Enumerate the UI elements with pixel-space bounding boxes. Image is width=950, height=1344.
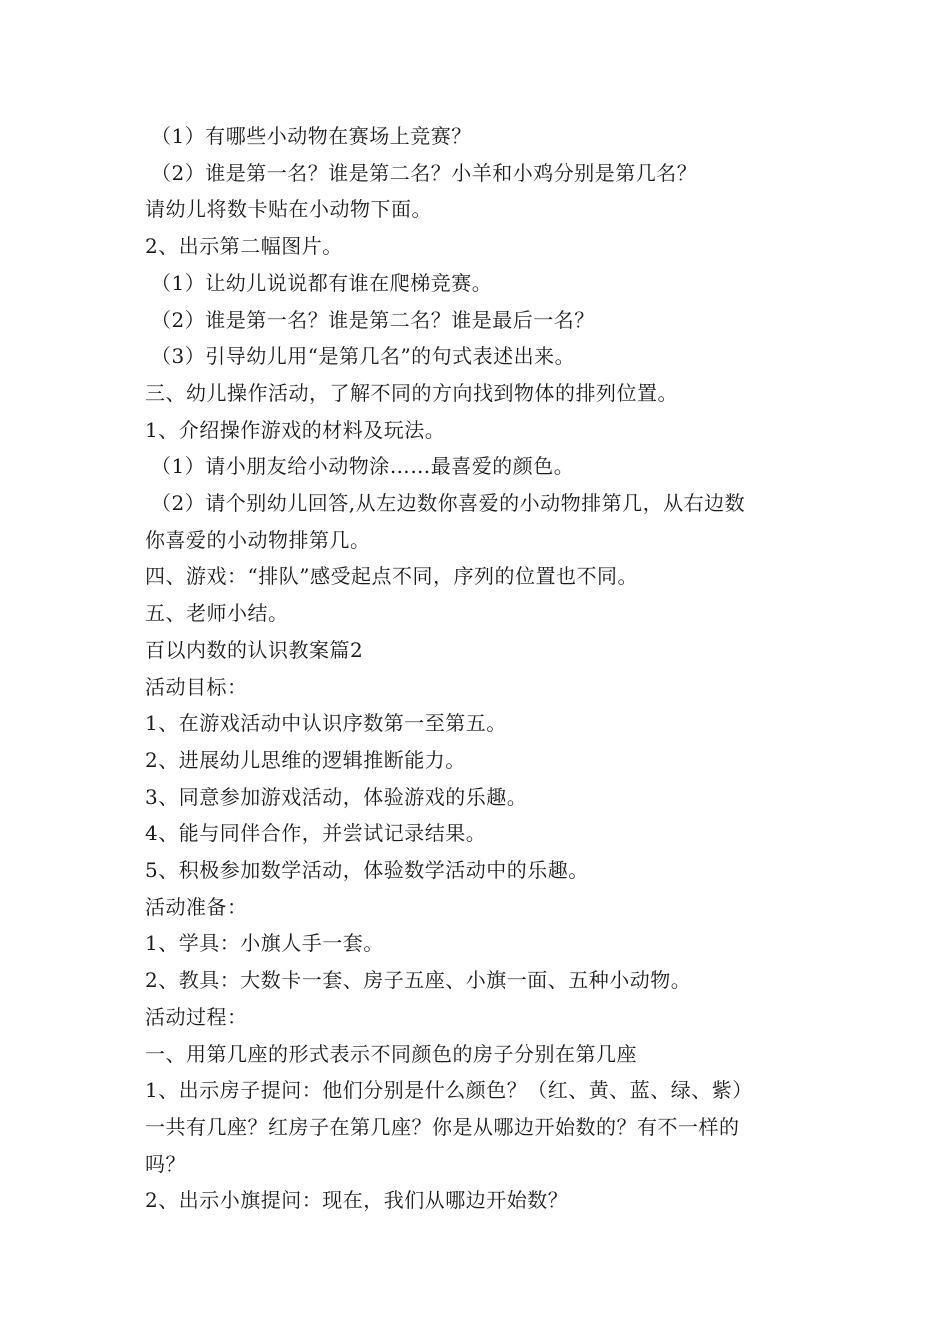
section-heading: 四、游戏：“排队”感受起点不同，序列的位置也不同。 bbox=[145, 564, 638, 589]
subheading: 活动过程： bbox=[145, 1004, 248, 1029]
text-line: （2）谁是第一名？谁是第二名？谁是最后一名？ bbox=[151, 307, 595, 332]
text-line: （1）让幼儿说说都有谁在爬梯竞赛。 bbox=[151, 270, 493, 295]
text-line: （2）谁是第一名？谁是第二名？小羊和小鸡分别是第几名？ bbox=[151, 160, 698, 185]
text-line: （3）引导幼儿用“是第几名”的句式表述出来。 bbox=[151, 344, 576, 369]
section-heading: 一、用第几座的形式表示不同颜色的房子分别在第几座 bbox=[145, 1041, 637, 1066]
list-item: 3、同意参加游戏活动，体验游戏的乐趣。 bbox=[145, 784, 528, 809]
document-body bbox=[145, 118, 815, 1219]
subheading: 活动目标： bbox=[145, 674, 248, 699]
text-line: 吗？ bbox=[145, 1151, 186, 1176]
text-line: 2、出示第二幅图片。 bbox=[145, 234, 343, 259]
text-line: 1、出示房子提问：他们分别是什么颜色？（红、黄、蓝、绿、紫） bbox=[145, 1078, 753, 1103]
text-line: 你喜爱的小动物排第几。 bbox=[145, 527, 371, 552]
text-line: （1）请小朋友给小动物涂……最喜爱的颜色。 bbox=[151, 454, 575, 479]
section-heading: 五、老师小结。 bbox=[145, 601, 289, 626]
subheading: 活动准备： bbox=[145, 894, 248, 919]
text-line: （1）有哪些小动物在赛场上竞赛？ bbox=[151, 124, 472, 148]
list-item: 1、学具：小旗人手一套。 bbox=[145, 931, 384, 956]
text-line: 一共有几座？红房子在第几座？你是从哪边开始数的？有不一样的 bbox=[145, 1114, 740, 1139]
list-item: 2、进展幼儿思维的逻辑推断能力。 bbox=[145, 747, 466, 772]
text-line: （2）请个别幼儿回答,从左边数你喜爱的小动物排第几，从右边数 bbox=[151, 491, 746, 516]
list-item: 2、教具：大数卡一套、房子五座、小旗一面、五种小动物。 bbox=[145, 968, 692, 993]
document-title: 百以内数的认识教案篇2 bbox=[145, 637, 364, 662]
text-line: 2、出示小旗提问：现在，我们从哪边开始数？ bbox=[145, 1188, 569, 1213]
text-line: 请幼儿将数卡贴在小动物下面。 bbox=[145, 197, 432, 222]
list-item: 1、在游戏活动中认识序数第一至第五。 bbox=[145, 711, 507, 736]
section-heading: 三、幼儿操作活动，了解不同的方向找到物体的排列位置。 bbox=[145, 380, 678, 405]
list-item: 5、积极参加数学活动，体验数学活动中的乐趣。 bbox=[145, 858, 589, 883]
list-item: 4、能与同伴合作，并尝试记录结果。 bbox=[145, 821, 487, 846]
text-line: 1、介绍操作游戏的材料及玩法。 bbox=[145, 417, 446, 442]
